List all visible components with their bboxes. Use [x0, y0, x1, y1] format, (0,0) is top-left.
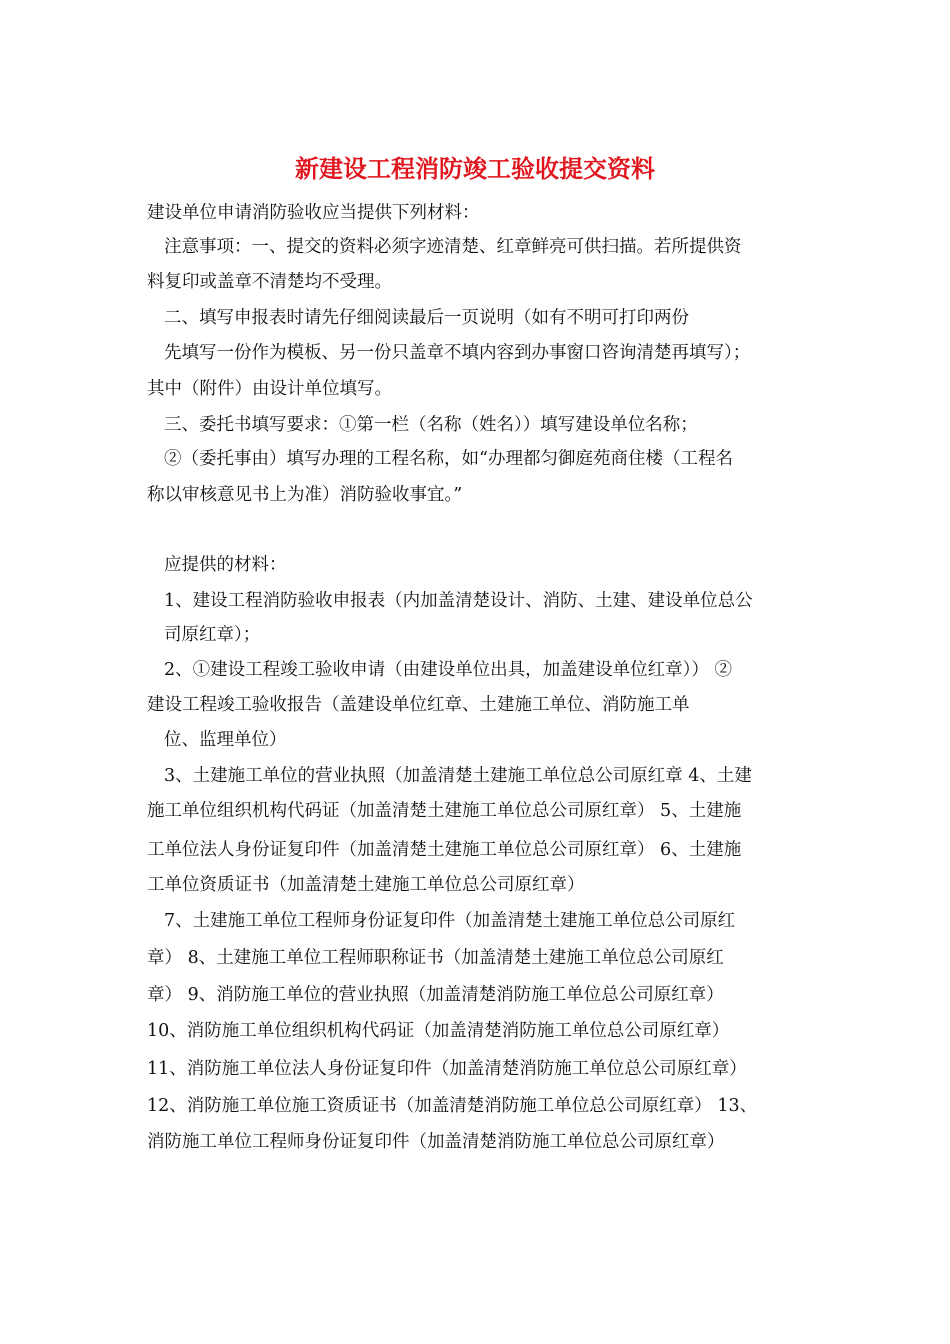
materials-heading: 应提供的材料： — [164, 555, 287, 575]
intro-line: 建设单位申请消防验收应当提供下列材料： — [147, 203, 480, 223]
notice-line: 称以审核意见书上为准）消防验收事宜。” — [147, 485, 463, 505]
notice-line: 料复印或盖章不清楚均不受理。 — [147, 272, 392, 292]
document-title: 新建设工程消防竣工验收提交资料 — [295, 154, 655, 183]
notice-line: 其中（附件）由设计单位填写。 — [147, 379, 392, 399]
material-item: 12、消防施工单位施工资质证书（加盖清楚消防施工单位总公司原红章） 13、 — [147, 1096, 758, 1116]
material-item: 消防施工单位工程师身份证复印件（加盖清楚消防施工单位总公司原红章） — [147, 1132, 725, 1152]
notice-line: ②（委托事由）填写办理的工程名称，如“办理都匀御庭苑商住楼（工程名 — [164, 449, 733, 469]
notice-line: 三、委托书填写要求：①第一栏（名称（姓名））填写建设单位名称； — [164, 415, 698, 435]
material-item: 3、土建施工单位的营业执照（加盖清楚土建施工单位总公司原红章 4、土建 — [164, 766, 752, 786]
material-item: 章） 8、土建施工单位工程师职称证书（加盖清楚土建施工单位总公司原红 — [147, 948, 724, 968]
material-item: 施工单位组织机构代码证（加盖清楚土建施工单位总公司原红章） 5、土建施 — [147, 801, 742, 821]
material-item: 章） 9、消防施工单位的营业执照（加盖清楚消防施工单位总公司原红章） — [147, 985, 724, 1005]
notice-line: 二、填写申报表时请先仔细阅读最后一页说明（如有不明可打印两份 — [164, 308, 689, 328]
material-item: 工单位资质证书（加盖清楚土建施工单位总公司原红章） — [147, 875, 585, 895]
material-item: 7、土建施工单位工程师身份证复印件（加盖清楚土建施工单位总公司原红 — [164, 911, 736, 931]
material-item: 11、消防施工单位法人身份证复印件（加盖清楚消防施工单位总公司原红章） — [147, 1059, 747, 1079]
material-item: 司原红章）； — [164, 625, 261, 645]
notice-line: 先填写一份作为模板、另一份只盖章不填内容到办事窗口咨询清楚再填写）； — [164, 343, 751, 363]
material-item: 10、消防施工单位组织机构代码证（加盖清楚消防施工单位总公司原红章） — [147, 1021, 730, 1041]
material-item: 2、①建设工程竣工验收申请（由建设单位出具，加盖建设单位红章）） ② — [164, 660, 732, 680]
material-item: 1、建设工程消防验收申报表（内加盖清楚设计、消防、土建、建设单位总公 — [164, 591, 753, 611]
notice-line: 注意事项：一、提交的资料必须字迹清楚、红章鲜亮可供扫描。若所提供资 — [164, 237, 742, 257]
material-item: 建设工程竣工验收报告（盖建设单位红章、土建施工单位、消防施工单 — [147, 695, 690, 715]
material-item: 工单位法人身份证复印件（加盖清楚土建施工单位总公司原红章） 6、土建施 — [147, 840, 742, 860]
material-item: 位、监理单位） — [164, 730, 287, 750]
